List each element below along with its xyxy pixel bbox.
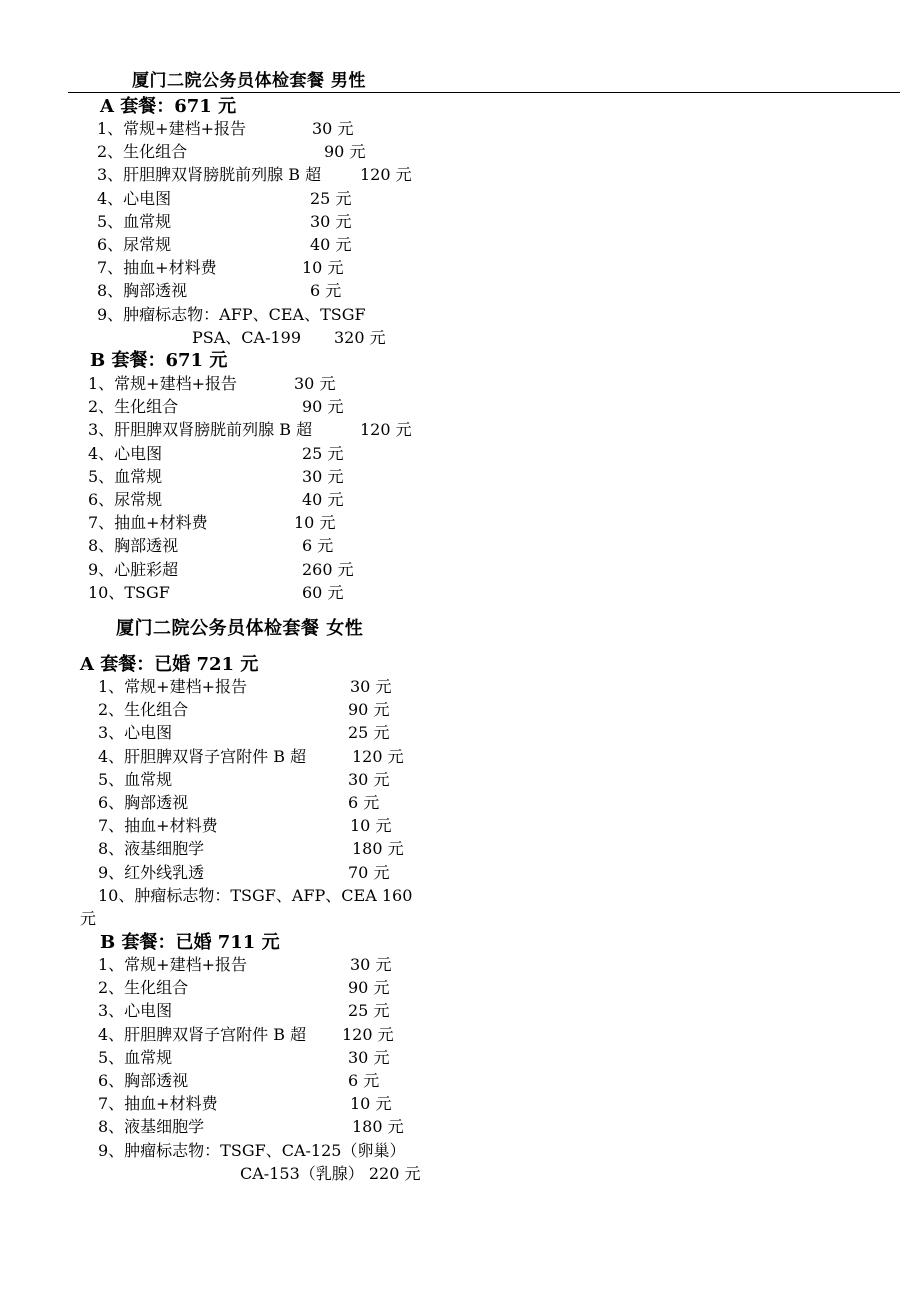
list-item-label: 8、液基细胞学 <box>98 839 205 859</box>
list-item-price: 10 元 <box>350 816 392 836</box>
list-item-label: 9、肿瘤标志物：AFP、CEA、TSGF <box>97 304 366 324</box>
list-item-price: 6 元 <box>348 1071 380 1090</box>
list-item-price: 6 元 <box>302 536 334 556</box>
female-package-a-header: A 套餐：已婚 721 元 <box>80 654 259 675</box>
list-item-label: 8、胸部透视 <box>88 536 179 556</box>
list-item-label: 7、抽血+材料费 <box>88 513 208 533</box>
male-title: 厦门二院公务员体检套餐 男性 <box>132 71 366 91</box>
list-item-price: 40 元 <box>310 235 352 254</box>
list-item-label: 9、心脏彩超 <box>88 559 179 579</box>
list-item-price: 120 元 <box>360 165 412 185</box>
list-item-label: 3、心电图 <box>98 723 173 743</box>
list-item-price: 90 元 <box>302 397 344 417</box>
list-item-label: 2、生化组合 <box>88 397 179 417</box>
male-package-a-header: A 套餐：671 元 <box>100 96 237 117</box>
list-item-label: 2、生化组合 <box>98 978 189 998</box>
list-item-price: 120 元 <box>342 1024 394 1044</box>
list-item-price: 6 元 <box>348 793 380 812</box>
list-item-label: 10、TSGF <box>88 582 170 602</box>
list-item-price: 10 元 <box>302 258 344 278</box>
list-item-price: 60 元 <box>302 582 344 602</box>
male-package-b-header: B 套餐：671 元 <box>90 350 228 371</box>
list-item-price: 30 元 <box>312 119 354 138</box>
list-item-label: 3、肝胆脾双肾膀胱前列腺 B 超 <box>88 420 313 440</box>
list-item-label: 7、抽血+材料费 <box>98 816 218 836</box>
female-a-item10-continuation: 元 <box>80 909 97 928</box>
list-item-label: 1、常规+建档+报告 <box>98 677 247 696</box>
list-item-price: 25 元 <box>302 443 344 463</box>
list-item-label: 3、心电图 <box>98 1001 173 1021</box>
list-item-label: 9、红外线乳透 <box>98 862 205 882</box>
list-item-label: 7、抽血+材料费 <box>97 258 217 278</box>
list-item-price: 25 元 <box>348 1001 390 1021</box>
list-item-price: 90 元 <box>348 978 390 998</box>
list-item-price: 70 元 <box>348 862 390 882</box>
list-item-price: 30 元 <box>348 769 390 789</box>
male-a-item9-continuation: PSA、CA-199 <box>192 328 302 347</box>
list-item-label: 6、胸部透视 <box>98 1071 189 1090</box>
list-item-label: 5、血常规 <box>98 769 173 789</box>
list-item-price: 30 元 <box>350 677 392 696</box>
list-item-price: 40 元 <box>302 490 344 509</box>
list-item-price: 25 元 <box>348 723 390 743</box>
list-item-label: 2、生化组合 <box>97 142 188 162</box>
female-package-b-header: B 套餐：已婚 711 元 <box>100 932 280 953</box>
list-item-price: 30 元 <box>294 374 336 393</box>
list-item-label: 7、抽血+材料费 <box>98 1094 218 1114</box>
female-a-item10: 10、肿瘤标志物：TSGF、AFP、CEA 160 <box>98 886 413 905</box>
list-item-price: 120 元 <box>352 746 404 766</box>
list-item-label: 5、血常规 <box>88 466 163 486</box>
list-item-label: 2、生化组合 <box>98 700 189 720</box>
list-item-price: 180 元 <box>352 839 404 859</box>
list-item-price: 90 元 <box>348 700 390 720</box>
list-item-label: 6、胸部透视 <box>98 793 189 812</box>
list-item-label: 4、肝胆脾双肾子宫附件 B 超 <box>98 1024 307 1044</box>
list-item-label: 1、常规+建档+报告 <box>98 955 247 974</box>
male-a-item9-price: 320 元 <box>334 328 386 347</box>
list-item-label: 5、血常规 <box>97 211 172 231</box>
list-item-label: 4、心电图 <box>97 188 172 208</box>
list-item-label: 8、液基细胞学 <box>98 1117 205 1137</box>
list-item-price: 30 元 <box>348 1047 390 1067</box>
list-item-label: 1、常规+建档+报告 <box>97 119 246 138</box>
list-item-label: 3、肝胆脾双肾膀胱前列腺 B 超 <box>97 165 322 185</box>
list-item-label: 5、血常规 <box>98 1047 173 1067</box>
list-item-label: 6、尿常规 <box>88 490 163 509</box>
list-item-price: 6 元 <box>310 281 342 301</box>
list-item-price: 10 元 <box>350 1094 392 1114</box>
list-item-price: 90 元 <box>324 142 366 162</box>
list-item-label: 9、肿瘤标志物：TSGF、CA-125（卵巢） <box>98 1140 406 1160</box>
list-item-label: 1、常规+建档+报告 <box>88 374 237 393</box>
list-item-label: 4、心电图 <box>88 443 163 463</box>
list-item-price: 180 元 <box>352 1117 404 1137</box>
list-item-price: 260 元 <box>302 559 354 579</box>
list-item-price: 120 元 <box>360 420 412 440</box>
list-item-label: 6、尿常规 <box>97 235 172 254</box>
list-item-price: 10 元 <box>294 513 336 533</box>
list-item-price: 30 元 <box>350 955 392 974</box>
female-b-item9-continuation: CA-153（乳腺） 220 元 <box>240 1164 421 1183</box>
list-item-price: 30 元 <box>310 211 352 231</box>
list-item-price: 25 元 <box>310 188 352 208</box>
list-item-label: 4、肝胆脾双肾子宫附件 B 超 <box>98 746 307 766</box>
list-item-price: 30 元 <box>302 466 344 486</box>
female-title: 厦门二院公务员体检套餐 女性 <box>116 618 364 639</box>
list-item-label: 8、胸部透视 <box>97 281 188 301</box>
